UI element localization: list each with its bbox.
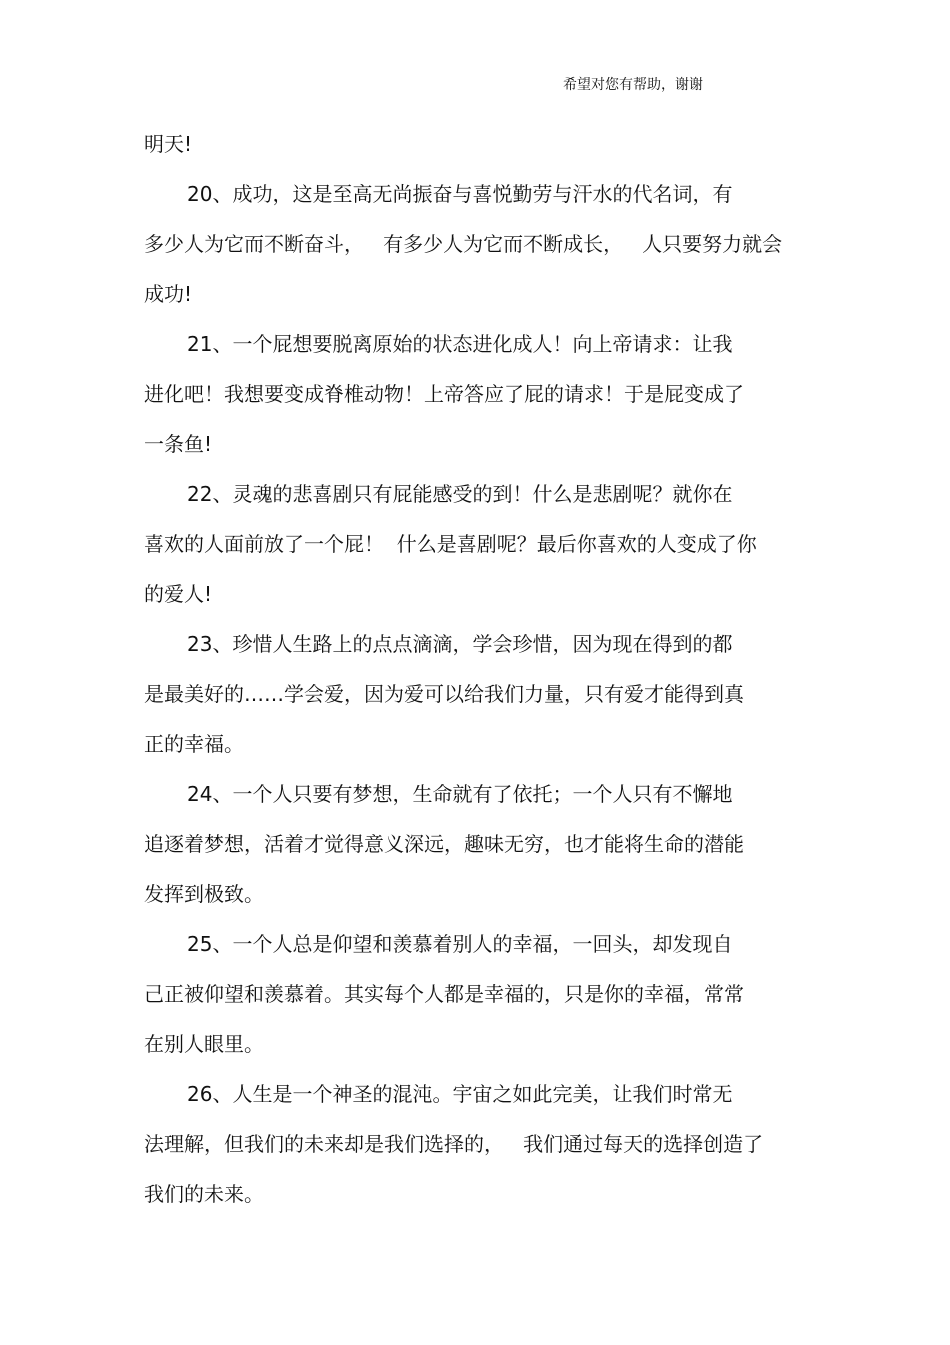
- text-line: 明天!: [144, 132, 193, 156]
- paragraph-23-line-3: 正的幸福。: [144, 732, 244, 756]
- paragraph-21-line-1: 21、一个屁想要脱离原始的状态进化成人！向上帝请求：让我: [187, 332, 733, 356]
- paragraph-23-line-1: 23、珍惜人生路上的点点滴滴，学会珍惜，因为现在得到的都: [187, 632, 733, 656]
- paragraph-20-line-2: 多少人为它而不断奋斗， 有多少人为它而不断成长， 人只要努力就会: [144, 232, 783, 256]
- paragraph-25-line-3: 在别人眼里。: [144, 1032, 264, 1056]
- paragraph-20-line-3: 成功!: [144, 282, 193, 306]
- paragraph-26-line-2: 法理解，但我们的未来却是我们选择的， 我们通过每天的选择创造了: [144, 1132, 764, 1156]
- paragraph-23-line-2: 是最美好的……学会爱，因为爱可以给我们力量，只有爱才能得到真: [144, 682, 744, 706]
- paragraph-25-line-2: 己正被仰望和羡慕着。其实每个人都是幸福的，只是你的幸福，常常: [144, 982, 744, 1006]
- paragraph-20-line-1: 20、成功，这是至高无尚振奋与喜悦勤劳与汗水的代名词，有: [187, 182, 733, 206]
- paragraph-24-line-2: 追逐着梦想，活着才觉得意义深远，趣味无穷，也才能将生命的潜能: [144, 832, 744, 856]
- paragraph-26-line-1: 26、人生是一个神圣的混沌。宇宙之如此完美，让我们时常无: [187, 1082, 733, 1106]
- paragraph-22-line-2: 喜欢的人面前放了一个屁！ 什么是喜剧呢？最后你喜欢的人变成了你: [144, 532, 757, 556]
- paragraph-22-line-1: 22、灵魂的悲喜剧只有屁能感受的到！什么是悲剧呢？就你在: [187, 482, 733, 506]
- paragraph-26-line-3: 我们的未来。: [144, 1182, 264, 1206]
- paragraph-22-line-3: 的爱人!: [144, 582, 213, 606]
- paragraph-21-line-2: 进化吧！我想要变成脊椎动物！上帝答应了屁的请求！于是屁变成了: [144, 382, 744, 406]
- header-note: 希望对您有帮助，谢谢: [563, 77, 703, 93]
- paragraph-24-line-3: 发挥到极致。: [144, 882, 264, 906]
- paragraph-25-line-1: 25、一个人总是仰望和羡慕着别人的幸福，一回头，却发现自: [187, 932, 733, 956]
- paragraph-24-line-1: 24、一个人只要有梦想，生命就有了依托；一个人只有不懈地: [187, 782, 733, 806]
- paragraph-21-line-3: 一条鱼!: [144, 432, 213, 456]
